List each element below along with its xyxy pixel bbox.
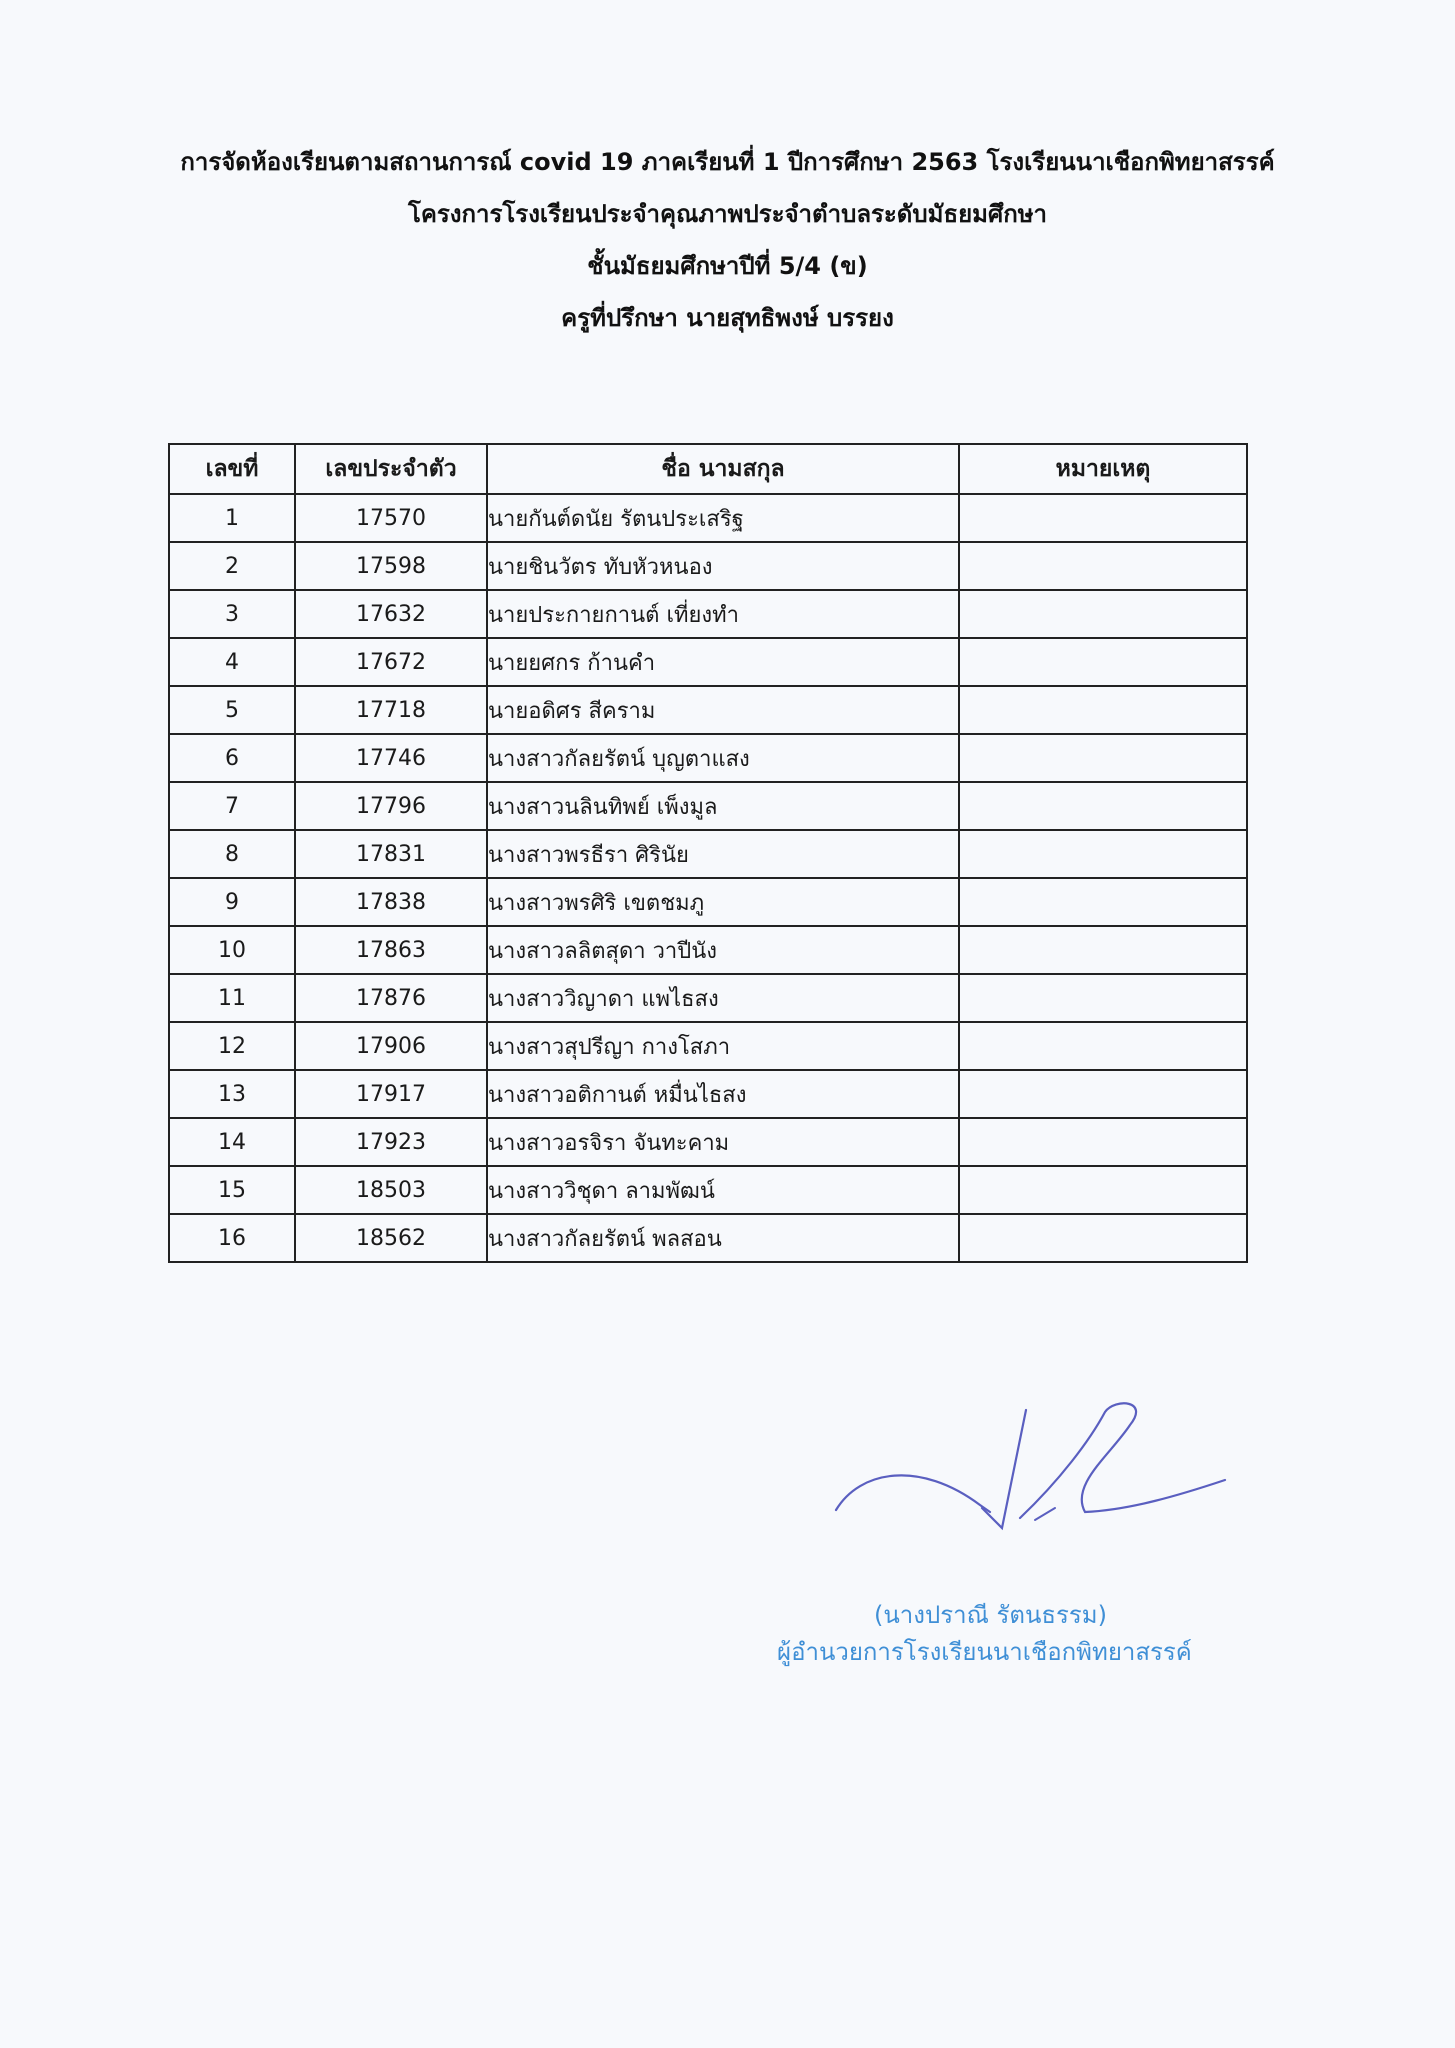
cell-number: 16: [169, 1214, 295, 1262]
cell-remarks: [959, 974, 1247, 1022]
cell-remarks: [959, 1118, 1247, 1166]
cell-student-id: 17632: [295, 590, 487, 638]
cell-student-id: 17672: [295, 638, 487, 686]
cell-full-name: นางสาวสุปรีญา กางโสภา: [487, 1022, 959, 1070]
column-header-student-id: เลขประจำตัว: [295, 444, 487, 494]
cell-full-name: นายอดิศร สีคราม: [487, 686, 959, 734]
table-row: [169, 734, 1247, 782]
table-row: [169, 1022, 1247, 1070]
cell-number: 3: [169, 590, 295, 638]
cell-remarks: [959, 1022, 1247, 1070]
handwritten-signature: [830, 1400, 1230, 1540]
cell-remarks: [959, 782, 1247, 830]
cell-number: 6: [169, 734, 295, 782]
cell-full-name: นางสาวลลิตสุดา วาปีนัง: [487, 926, 959, 974]
cell-number: 9: [169, 878, 295, 926]
class-level: ชั้นมัธยมศึกษาปีที่ 5/4 (ข): [587, 252, 868, 280]
cell-full-name: นางสาวอติกานต์ หมื่นไธสง: [487, 1070, 959, 1118]
table-header-row: [169, 444, 1247, 494]
table-row: [169, 926, 1247, 974]
student-roster-table: [168, 443, 1248, 1263]
cell-number: 2: [169, 542, 295, 590]
table-row: [169, 1166, 1247, 1214]
cell-student-id: 17876: [295, 974, 487, 1022]
cell-remarks: [959, 830, 1247, 878]
cell-full-name: นายชินวัตร ทับหัวหนอง: [487, 542, 959, 590]
table-row: [169, 830, 1247, 878]
table-row: [169, 494, 1247, 542]
cell-number: 8: [169, 830, 295, 878]
cell-full-name: นางสาวกัลยรัตน์ พลสอน: [487, 1214, 959, 1262]
director-title: ผู้อำนวยการโรงเรียนนาเชือกพิทยาสรรค์: [777, 1638, 1192, 1666]
table-row: [169, 638, 1247, 686]
cell-full-name: นางสาวกัลยรัตน์ บุญตาแสง: [487, 734, 959, 782]
table-row: [169, 1070, 1247, 1118]
table-row: [169, 542, 1247, 590]
cell-number: 11: [169, 974, 295, 1022]
cell-student-id: 17917: [295, 1070, 487, 1118]
table-row: [169, 974, 1247, 1022]
cell-student-id: 17746: [295, 734, 487, 782]
cell-remarks: [959, 1166, 1247, 1214]
cell-remarks: [959, 1214, 1247, 1262]
project-title: โครงการโรงเรียนประจำคุณภาพประจำตำบลระดับมัธยมศึกษา: [407, 200, 1048, 228]
column-header-number: เลขที่: [169, 444, 295, 494]
cell-student-id: 17570: [295, 494, 487, 542]
cell-remarks: [959, 878, 1247, 926]
cell-remarks: [959, 926, 1247, 974]
table-row: [169, 686, 1247, 734]
cell-full-name: นายยศกร ก้านคำ: [487, 638, 959, 686]
cell-remarks: [959, 734, 1247, 782]
cell-full-name: นางสาววิญาดา แพไธสง: [487, 974, 959, 1022]
director-name: (นางปราณี รัตนธรรม): [874, 1601, 1107, 1629]
cell-number: 15: [169, 1166, 295, 1214]
cell-remarks: [959, 1070, 1247, 1118]
cell-full-name: นายกันต์ดนัย รัตนประเสริฐ: [487, 494, 959, 542]
cell-remarks: [959, 590, 1247, 638]
cell-number: 5: [169, 686, 295, 734]
cell-full-name: นางสาวอรจิรา จันทะคาม: [487, 1118, 959, 1166]
cell-number: 4: [169, 638, 295, 686]
cell-number: 7: [169, 782, 295, 830]
cell-remarks: [959, 638, 1247, 686]
table-row: [169, 1214, 1247, 1262]
table-row: [169, 782, 1247, 830]
cell-remarks: [959, 542, 1247, 590]
cell-number: 14: [169, 1118, 295, 1166]
cell-number: 10: [169, 926, 295, 974]
cell-student-id: 17598: [295, 542, 487, 590]
cell-full-name: นางสาวพรธีรา ศิรินัย: [487, 830, 959, 878]
cell-student-id: 18503: [295, 1166, 487, 1214]
cell-number: 13: [169, 1070, 295, 1118]
cell-number: 1: [169, 494, 295, 542]
cell-full-name: นายประกายกานต์ เที่ยงทำ: [487, 590, 959, 638]
cell-remarks: [959, 494, 1247, 542]
cell-number: 12: [169, 1022, 295, 1070]
cell-student-id: 17923: [295, 1118, 487, 1166]
cell-student-id: 17831: [295, 830, 487, 878]
table-row: [169, 878, 1247, 926]
column-header-remarks: หมายเหตุ: [959, 444, 1247, 494]
table-body: [169, 494, 1247, 1262]
table-row: [169, 590, 1247, 638]
advisor-teacher: ครูที่ปรึกษา นายสุทธิพงษ์ บรรยง: [561, 304, 894, 332]
cell-full-name: นางสาวนลินทิพย์ เพ็งมูล: [487, 782, 959, 830]
cell-student-id: 17863: [295, 926, 487, 974]
cell-student-id: 17718: [295, 686, 487, 734]
cell-student-id: 18562: [295, 1214, 487, 1262]
cell-student-id: 17906: [295, 1022, 487, 1070]
cell-full-name: นางสาววิชุดา ลามพัฒน์: [487, 1166, 959, 1214]
cell-student-id: 17796: [295, 782, 487, 830]
column-header-full-name: ชื่อ นามสกุล: [487, 444, 959, 494]
cell-remarks: [959, 686, 1247, 734]
cell-student-id: 17838: [295, 878, 487, 926]
cell-full-name: นางสาวพรศิริ เขตชมภู: [487, 878, 959, 926]
table-row: [169, 1118, 1247, 1166]
document-title: การจัดห้องเรียนตามสถานการณ์ covid 19 ภาคเรียนที่ 1 ปีการศึกษา 2563 โรงเรียนนาเชือกพิทยาสรรค์: [180, 148, 1275, 176]
